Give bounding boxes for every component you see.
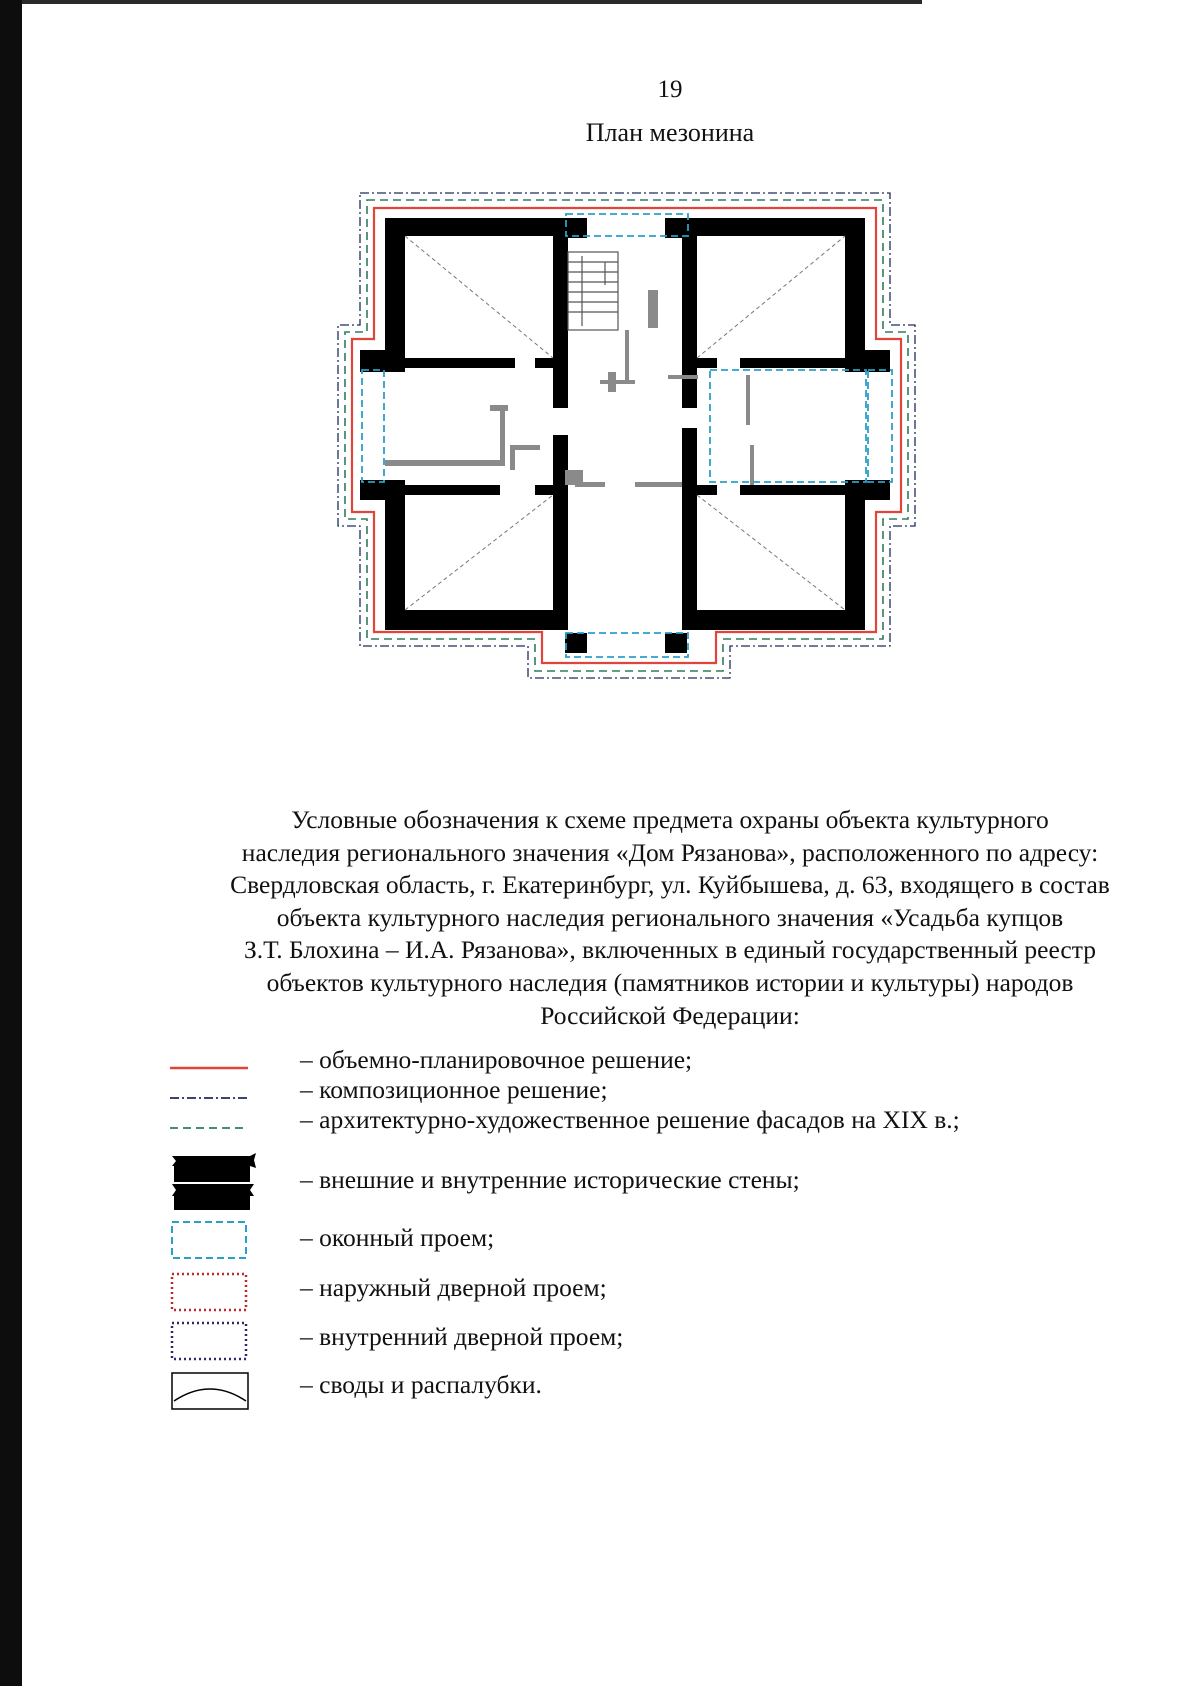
scan-edge-top xyxy=(22,0,922,4)
wall-section-symbol xyxy=(170,1150,260,1220)
page-number: 19 xyxy=(657,76,683,103)
legend-label: – композиционное решение; xyxy=(300,1075,608,1104)
legend-label: – наружный дверной проем; xyxy=(300,1273,607,1302)
window-openings xyxy=(362,214,892,657)
legend-heading-line: объектов культурного наследия (памятников истории и культуры) народов xyxy=(266,967,1074,997)
vault-arc-box-symbol xyxy=(170,1371,252,1413)
legend-heading-line: Российской Федерации: xyxy=(540,1000,800,1030)
planning-boundary xyxy=(352,208,901,663)
dash-dot-line-symbol xyxy=(170,1088,250,1108)
legend-heading-line: З.Т. Блохина – И.А. Рязанова», включенных в единый государственный реестр xyxy=(244,935,1096,965)
mezzanine-floor-plan xyxy=(330,190,920,690)
legend-heading xyxy=(160,804,1180,1032)
solid-red-line-symbol xyxy=(170,1058,250,1078)
scan-edge-left xyxy=(0,0,22,1686)
legend-heading-line: Условные обозначения к схеме предмета охраны объекта культурного xyxy=(291,805,1049,834)
legend-label: – оконный проем; xyxy=(300,1223,495,1252)
dotted-red-box-symbol xyxy=(170,1272,250,1314)
legend-label: – объемно-планировочное решение; xyxy=(300,1045,693,1074)
legend-label: – своды и распалубки. xyxy=(300,1370,542,1399)
partitions xyxy=(385,290,754,487)
dashed-cyan-box-symbol xyxy=(170,1220,250,1262)
legend-heading-line: наследия регионального значения «Дом Рязанова», расположенного по адресу: xyxy=(241,837,1099,867)
plan-title: План мезонина xyxy=(585,118,755,147)
legend-label: – внутренний дверной проем; xyxy=(300,1322,624,1351)
legend-heading-line: Свердловская область, г. Екатеринбург, ул. Куйбышева, д. 63, входящего в состав xyxy=(230,870,1110,900)
legend-label: – архитектурно-художественное решение фасадов на XIX в.; xyxy=(300,1105,960,1134)
dashed-green-line-symbol xyxy=(170,1118,250,1138)
historic-walls xyxy=(360,218,890,653)
vault-diagonals xyxy=(405,236,845,610)
legend-heading-line: объекта культурного наследия регионального значения «Усадьба купцов xyxy=(276,902,1064,932)
facade-boundary xyxy=(345,200,908,671)
staircase xyxy=(568,252,618,330)
legend-label: – внешние и внутренние исторические стены; xyxy=(300,1165,800,1194)
dotted-navy-box-symbol xyxy=(170,1321,250,1363)
composition-boundary xyxy=(338,193,915,678)
